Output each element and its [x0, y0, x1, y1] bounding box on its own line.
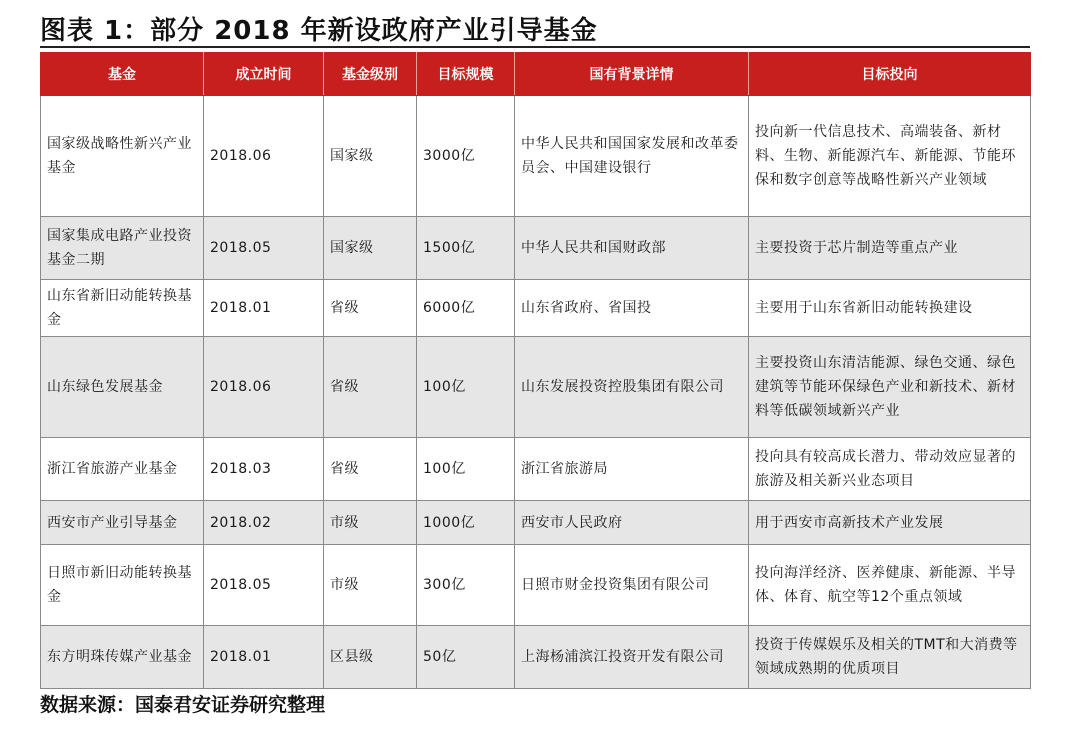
fund-date: 2018.01	[204, 280, 324, 337]
funds-table	[40, 52, 1031, 689]
title-divider	[40, 46, 1030, 48]
fund-name: 国家集成电路产业投资基金二期	[41, 217, 204, 280]
table-row	[41, 501, 1031, 545]
fund-level: 省级	[324, 280, 417, 337]
fund-scale: 3000亿	[417, 96, 515, 217]
table-row	[41, 337, 1031, 438]
table-row	[41, 280, 1031, 337]
fund-level: 省级	[324, 337, 417, 438]
fund-target: 主要投资于芯片制造等重点产业	[749, 217, 1031, 280]
fund-name: 山东绿色发展基金	[41, 337, 204, 438]
fund-date: 2018.06	[204, 337, 324, 438]
fund-name: 山东省新旧动能转换基金	[41, 280, 204, 337]
fund-background: 山东发展投资控股集团有限公司	[515, 337, 749, 438]
fund-background: 西安市人民政府	[515, 501, 749, 545]
fund-scale: 100亿	[417, 438, 515, 501]
fund-scale: 1500亿	[417, 217, 515, 280]
table-row	[41, 438, 1031, 501]
fund-scale: 100亿	[417, 337, 515, 438]
fund-date: 2018.05	[204, 545, 324, 626]
table-row	[41, 217, 1031, 280]
header-target: 目标投向	[749, 53, 1031, 96]
fund-target: 用于西安市高新技术产业发展	[749, 501, 1031, 545]
fund-target: 投向新一代信息技术、高端装备、新材料、生物、新能源汽车、新能源、节能环保和数字创意等战略性新兴产业领域	[749, 96, 1031, 217]
fund-name: 浙江省旅游产业基金	[41, 438, 204, 501]
fund-target: 主要投资山东清洁能源、绿色交通、绿色建筑等节能环保绿色产业和新技术、新材料等低碳领域新兴产业	[749, 337, 1031, 438]
fund-level: 国家级	[324, 96, 417, 217]
fund-level: 市级	[324, 501, 417, 545]
table-row	[41, 626, 1031, 689]
fund-level: 区县级	[324, 626, 417, 689]
fund-name: 国家级战略性新兴产业基金	[41, 96, 204, 217]
fund-date: 2018.02	[204, 501, 324, 545]
fund-target: 主要用于山东省新旧动能转换建设	[749, 280, 1031, 337]
fund-background: 中华人民共和国财政部	[515, 217, 749, 280]
fund-level: 国家级	[324, 217, 417, 280]
fund-level: 市级	[324, 545, 417, 626]
fund-date: 2018.06	[204, 96, 324, 217]
fund-date: 2018.01	[204, 626, 324, 689]
table-header-row	[41, 53, 1031, 96]
header-date: 成立时间	[204, 53, 324, 96]
fund-target: 投向海洋经济、医养健康、新能源、半导体、体育、航空等12个重点领域	[749, 545, 1031, 626]
fund-background: 山东省政府、省国投	[515, 280, 749, 337]
data-source-note: 数据来源：国泰君安证券研究整理	[40, 694, 326, 716]
header-level: 基金级别	[324, 53, 417, 96]
fund-name: 日照市新旧动能转换基金	[41, 545, 204, 626]
fund-target: 投向具有较高成长潜力、带动效应显著的旅游及相关新兴业态项目	[749, 438, 1031, 501]
fund-scale: 300亿	[417, 545, 515, 626]
fund-background: 浙江省旅游局	[515, 438, 749, 501]
table-row	[41, 96, 1031, 217]
header-scale: 目标规模	[417, 53, 515, 96]
fund-background: 上海杨浦滨江投资开发有限公司	[515, 626, 749, 689]
table-row	[41, 545, 1031, 626]
header-fund: 基金	[41, 53, 204, 96]
fund-background: 中华人民共和国国家发展和改革委员会、中国建设银行	[515, 96, 749, 217]
fund-scale: 50亿	[417, 626, 515, 689]
page-title: 图表 1：部分 2018 年新设政府产业引导基金	[40, 16, 598, 46]
fund-background: 日照市财金投资集团有限公司	[515, 545, 749, 626]
fund-date: 2018.03	[204, 438, 324, 501]
fund-level: 省级	[324, 438, 417, 501]
fund-scale: 6000亿	[417, 280, 515, 337]
header-background: 国有背景详情	[515, 53, 749, 96]
fund-name: 西安市产业引导基金	[41, 501, 204, 545]
fund-name: 东方明珠传媒产业基金	[41, 626, 204, 689]
fund-target: 投资于传媒娱乐及相关的TMT和大消费等领域成熟期的优质项目	[749, 626, 1031, 689]
fund-date: 2018.05	[204, 217, 324, 280]
fund-scale: 1000亿	[417, 501, 515, 545]
